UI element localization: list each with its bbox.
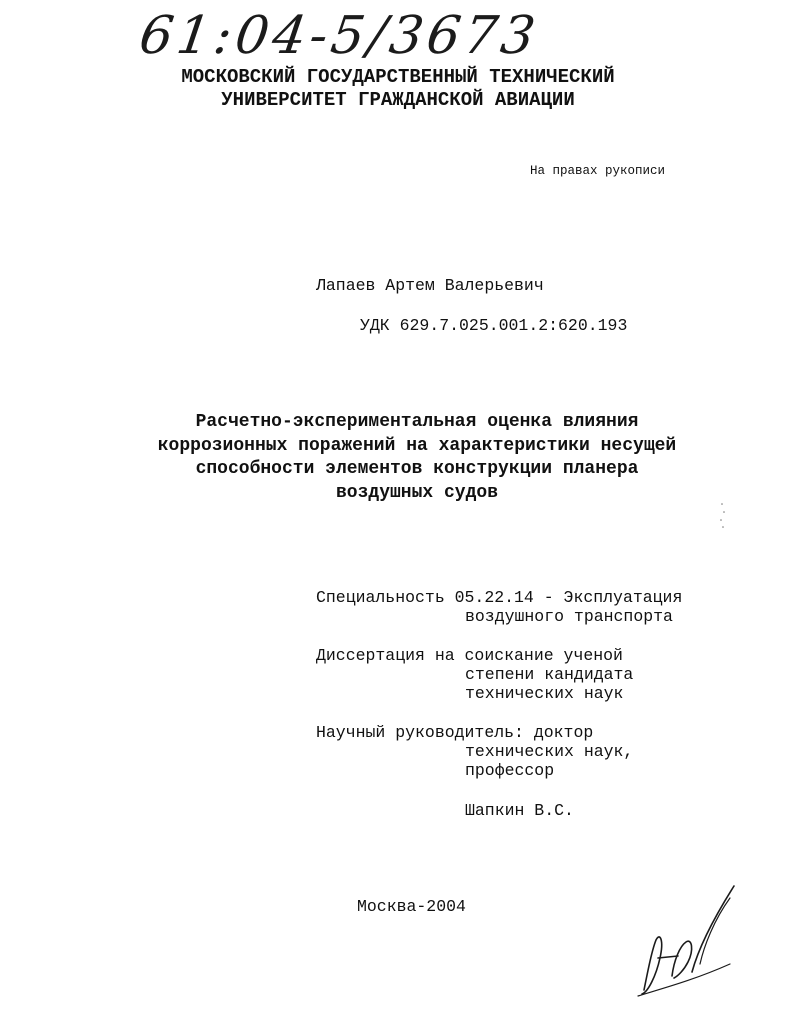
university-line-2: УНИВЕРСИТЕТ ГРАЖДАНСКОЙ АВИАЦИИ <box>221 89 575 111</box>
supervisor-line-2: технических наук, <box>465 742 634 761</box>
udc-code: УДК 629.7.025.001.2:620.193 <box>360 316 628 335</box>
specialty-block <box>316 588 682 626</box>
archive-number-handwritten: 61:04-5/3673 <box>135 6 543 66</box>
specialty-line-2: воздушного транспорта <box>465 607 673 626</box>
dissertation-line-3: технических наук <box>465 684 624 703</box>
university-line-1: МОСКОВСКИЙ ГОСУДАРСТВЕННЫЙ ТЕХНИЧЕСКИЙ <box>181 66 615 88</box>
university-name <box>0 66 796 112</box>
supervisor-block <box>316 723 633 780</box>
specialty-line-1: Специальность 05.22.14 - Эксплуатация <box>316 588 683 607</box>
title-line-3: способности элементов конструкции планера <box>195 459 639 479</box>
signature-mark <box>634 880 744 998</box>
city-year: Москва-2004 <box>357 897 466 916</box>
scan-specks <box>716 500 728 530</box>
supervisor-line-3: профессор <box>465 761 555 780</box>
dissertation-title <box>0 411 796 505</box>
dissertation-line-2: степени кандидата <box>465 665 634 684</box>
title-line-2: коррозионных поражений на характеристики несущей <box>157 435 677 456</box>
title-line-1: Расчетно-экспериментальная оценка влияния <box>195 412 639 432</box>
title-line-4: воздушных судов <box>335 482 499 503</box>
dissertation-block <box>316 646 633 703</box>
author-name: Лапаев Артем Валерьевич <box>316 276 544 295</box>
dissertation-line-1: Диссертация на соискание ученой <box>316 646 623 665</box>
rights-note: На правах рукописи <box>530 164 666 178</box>
supervisor-line-1: Научный руководитель: доктор <box>316 723 594 742</box>
supervisor-name: Шапкин В.С. <box>465 801 574 820</box>
